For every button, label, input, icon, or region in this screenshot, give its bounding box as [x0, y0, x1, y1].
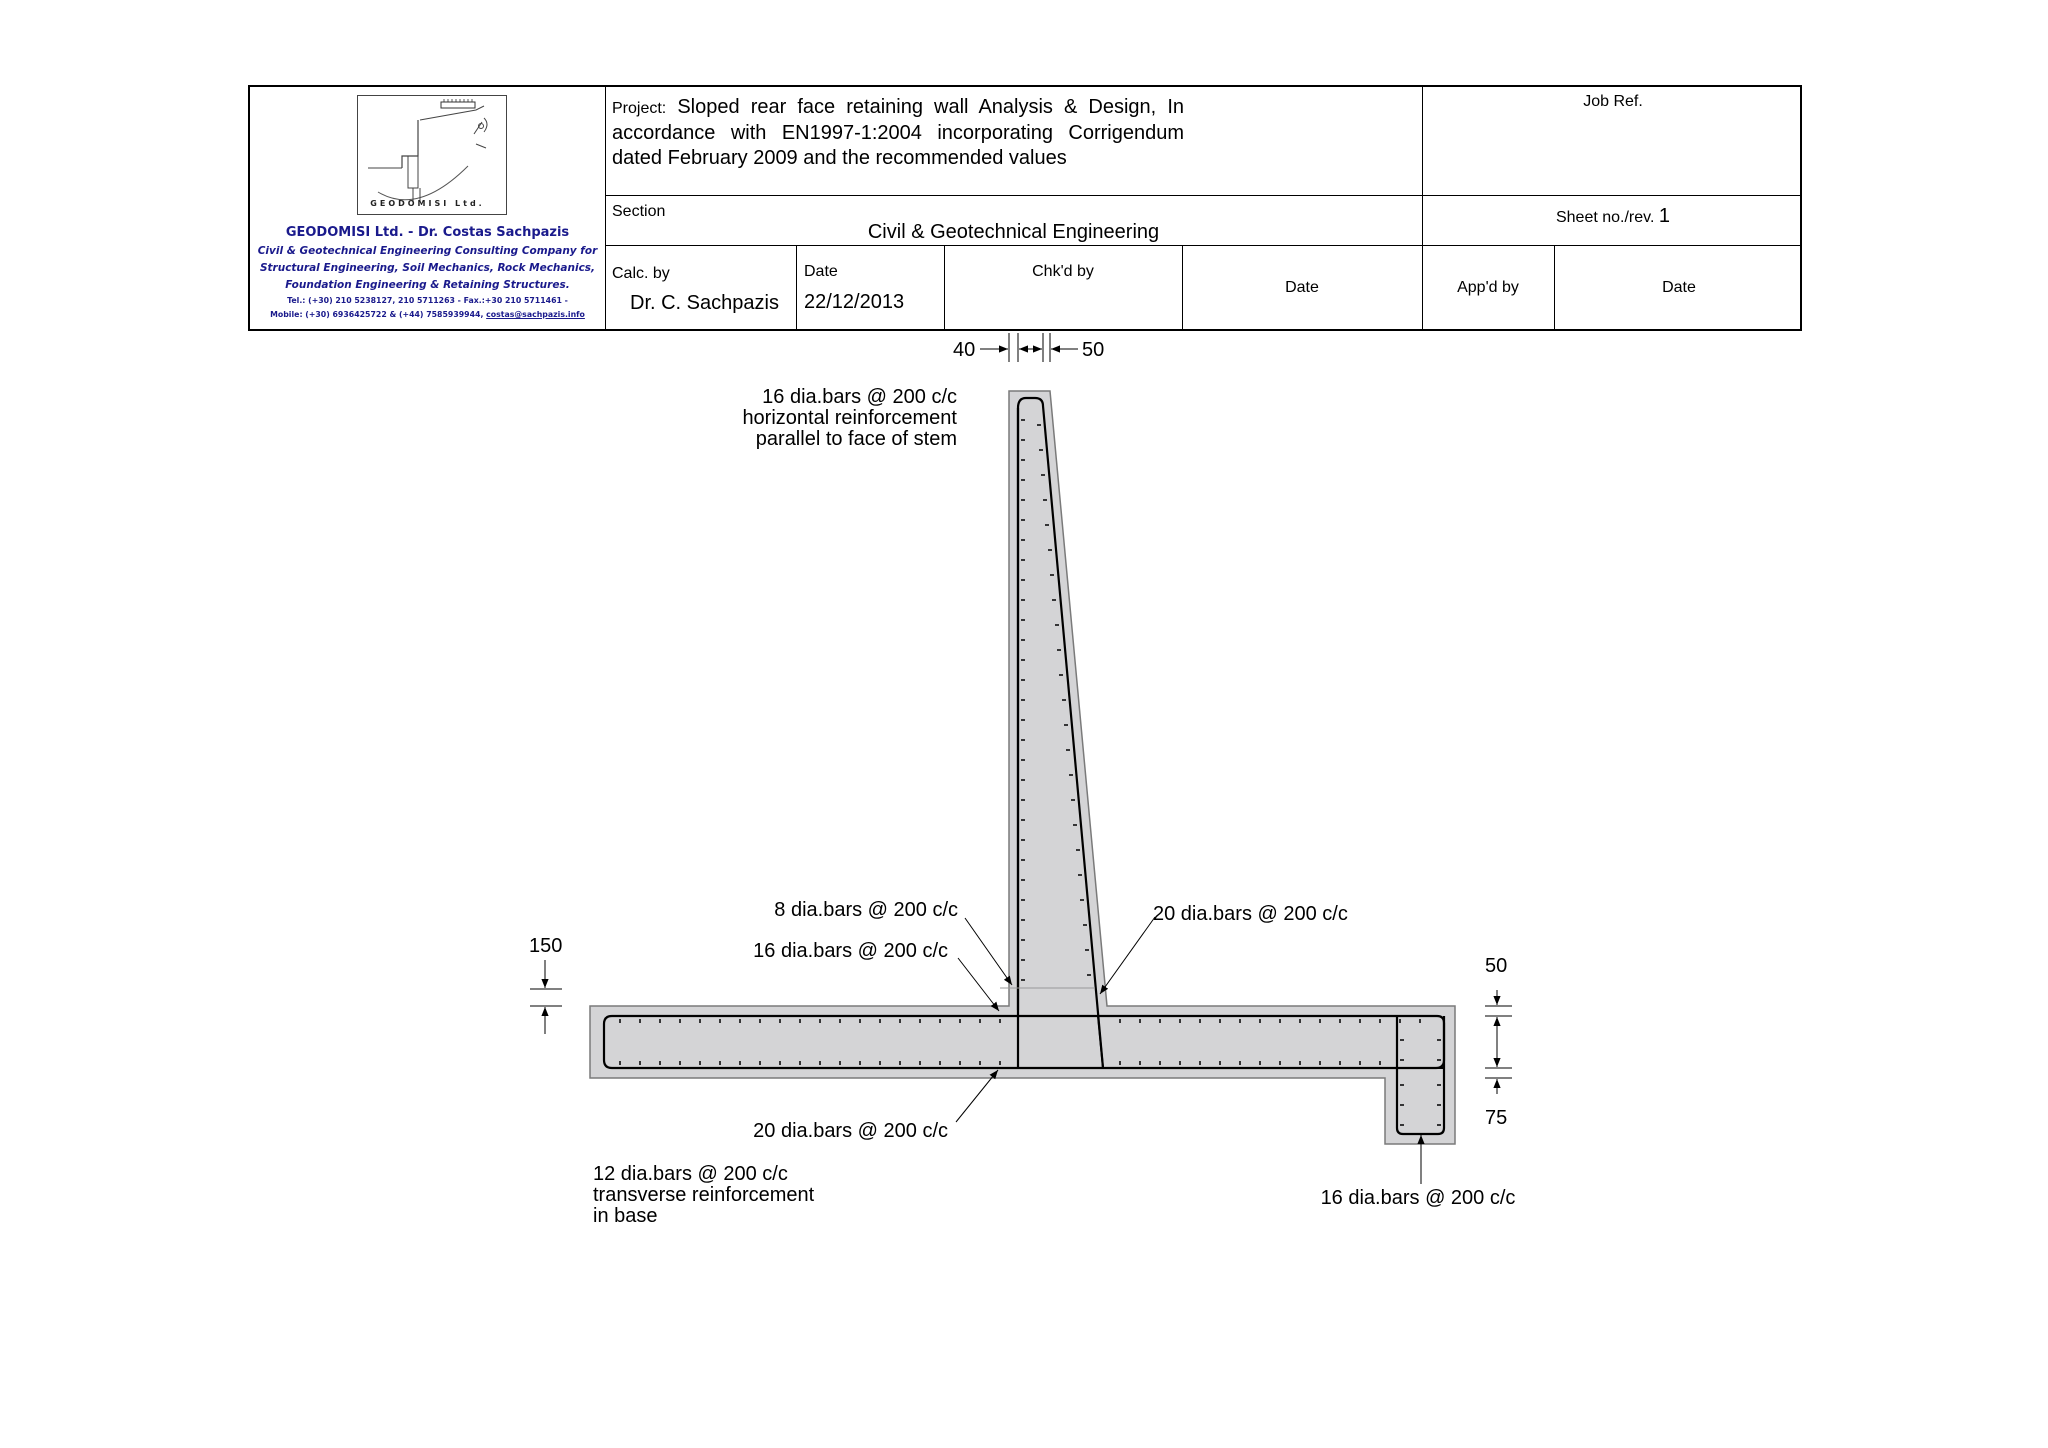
label-key: 16 dia.bars @ 200 c/c: [1320, 1187, 1516, 1209]
label-base-top: 16 dia.bars @ 200 c/c: [753, 940, 948, 962]
appd-by-label: App'd by: [1457, 279, 1519, 296]
dim-stem-cover-left: 40: [953, 339, 976, 361]
label-base-transverse-1: 12 dia.bars @ 200 c/c: [593, 1163, 788, 1185]
chkd-by-label: Chk'd by: [1032, 263, 1094, 280]
label-stem-horizontal-1: 16 dia.bars @ 200 c/c: [762, 386, 957, 408]
leader-stem-front: [965, 918, 1012, 985]
company-tagline-2: Structural Engineering, Soil Mechanics, Rock Mechanics,: [259, 262, 596, 274]
dim-heel-bottom-cover: 75: [1485, 1107, 1508, 1129]
label-stem-horizontal-2: horizontal reinforcement: [742, 407, 957, 429]
calc-by-label: Calc. by: [612, 265, 670, 282]
chkd-date-label: Date: [1285, 279, 1319, 296]
heel-cover-dimensions: [1485, 990, 1512, 1094]
company-email-link[interactable]: costas@sachpazis.info: [486, 310, 585, 319]
date-label: Date: [804, 263, 838, 280]
logo-caption: GEODOMISI Ltd.: [370, 199, 485, 208]
section-value: Civil & Geotechnical Engineering: [867, 221, 1160, 243]
leader-stem-rear: [1100, 917, 1155, 994]
concrete-outline: [590, 391, 1455, 1144]
dim-stem-cover-right: 50: [1082, 339, 1105, 361]
company-tagline-1: Civil & Geotechnical Engineering Consulting Company for: [257, 245, 598, 257]
project-label: Project:: [612, 100, 667, 117]
company-contact-mobile: Mobile: (+30) 6936425722 & (+44) 7585939944,: [270, 310, 487, 319]
label-base-bottom: 20 dia.bars @ 200 c/c: [753, 1120, 948, 1142]
base-top-cover-dimension: [530, 960, 562, 1034]
sheet-label: Sheet no./rev.: [1555, 209, 1655, 226]
date-value: 22/12/2013: [804, 291, 905, 313]
label-base-transverse-2: transverse reinforcement: [593, 1184, 815, 1206]
leader-base-top: [958, 958, 999, 1011]
label-base-transverse-3: in base: [593, 1205, 658, 1227]
calc-by-value: Dr. C. Sachpazis: [630, 292, 779, 314]
appd-date-label: Date: [1662, 279, 1696, 296]
job-ref-label: Job Ref.: [1583, 93, 1643, 110]
section-label: Section: [612, 203, 666, 220]
dim-heel-top-cover: 50: [1485, 955, 1508, 977]
label-stem-rear: 20 dia.bars @ 200 c/c: [1153, 903, 1348, 925]
label-stem-horizontal-3: parallel to face of stem: [755, 428, 957, 450]
project-text: Sloped rear face retaining wall Analysis & Design, In accordance with EN1997-1:2004 incorporating Corrigendum dated February 2009 and the recommended values: [612, 96, 1184, 169]
company-name: GEODOMISI Ltd. - Dr. Costas Sachpazis: [285, 225, 570, 240]
company-contact-1: Tel.: (+30) 210 5238127, 210 5711263 - Fax.:+30 210 5711461 -: [287, 296, 568, 305]
company-tagline-3: Foundation Engineering & Retaining Structures.: [285, 279, 570, 291]
label-stem-front: 8 dia.bars @ 200 c/c: [774, 899, 958, 921]
sheet-value: 1: [1658, 205, 1670, 227]
stem-cover-dimension: [980, 333, 1078, 362]
dim-base-top-cover: 150: [529, 935, 563, 957]
